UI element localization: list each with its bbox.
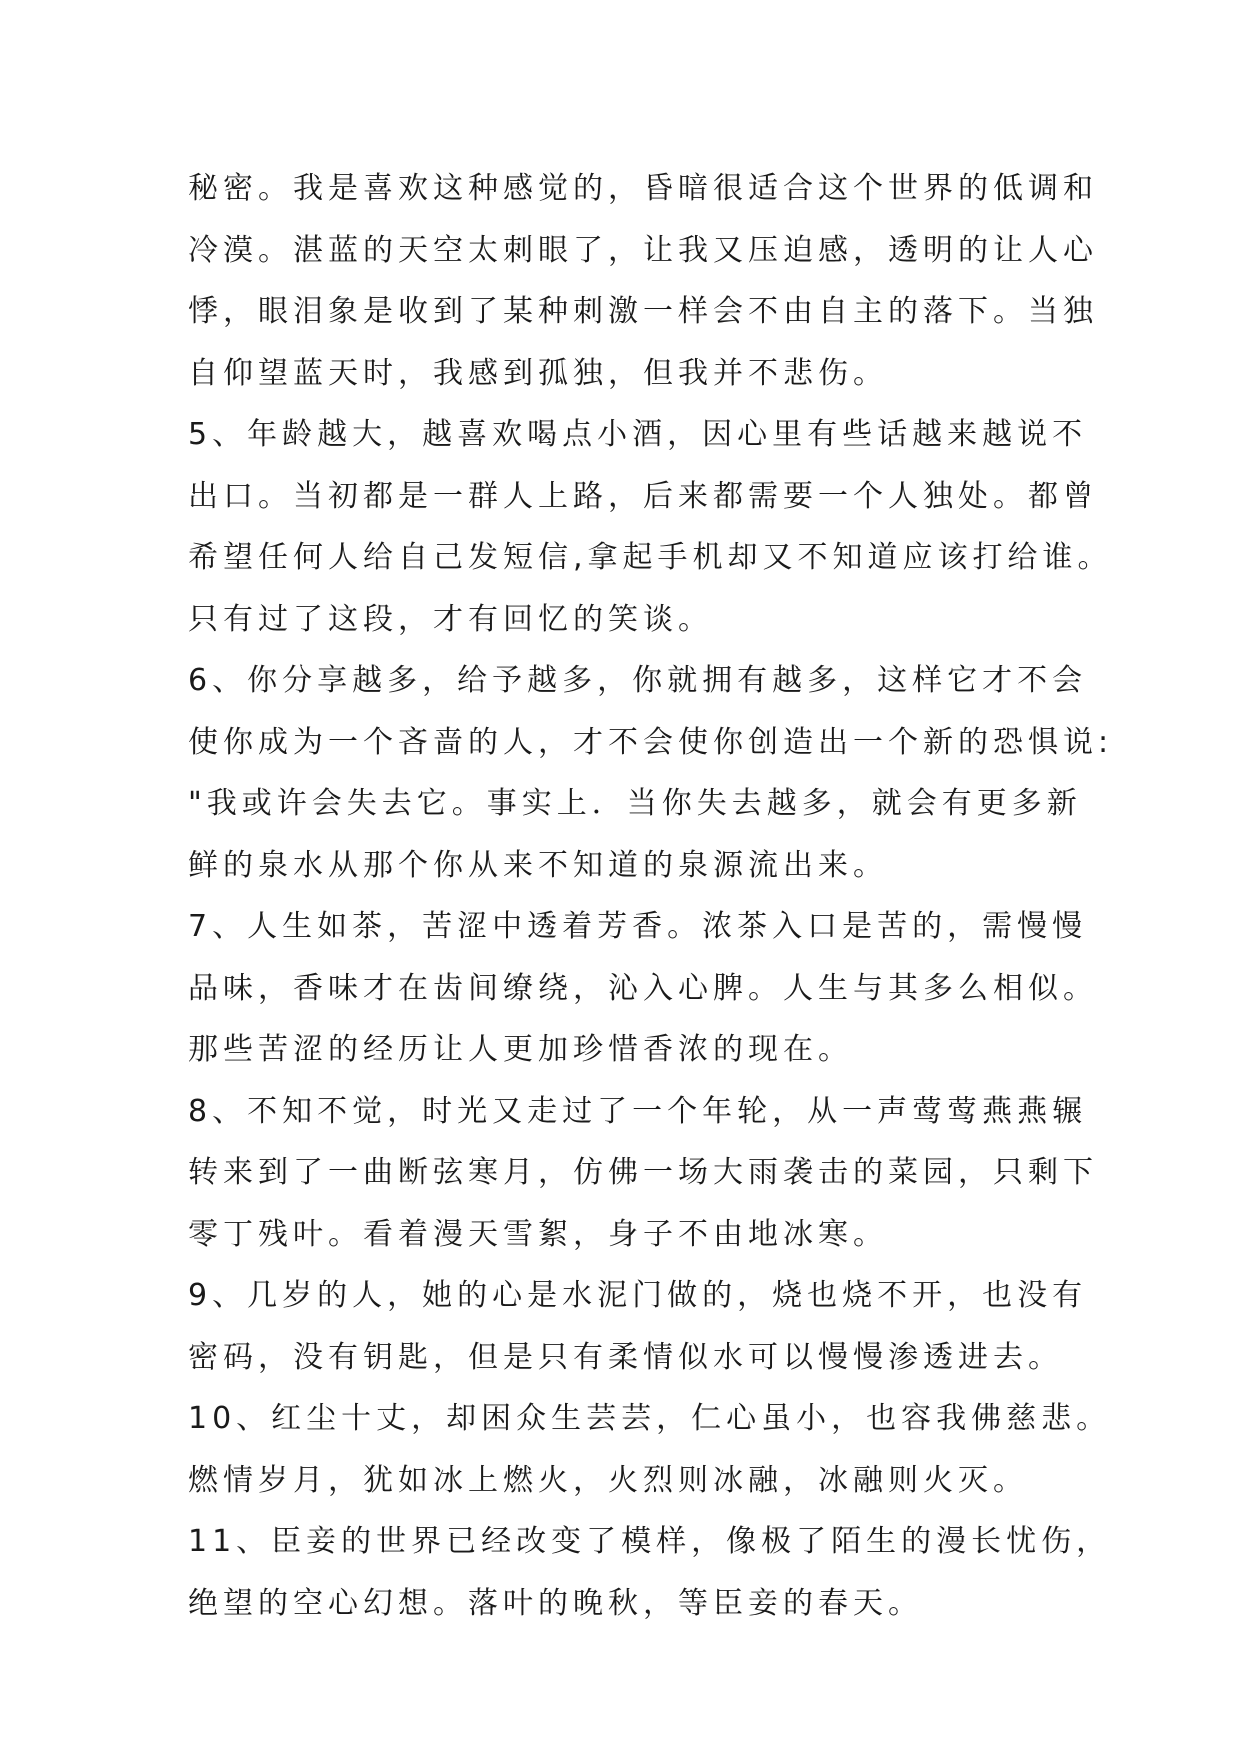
text-line: 悸，眼泪象是收到了某种刺激一样会不由自主的落下。当独 — [188, 294, 1098, 329]
text-line: 7、人生如茶，苦涩中透着芳香。浓茶入口是苦的，需慢慢 — [188, 909, 1088, 944]
text-line: 转来到了一曲断弦寒月，仿佛一场大雨袭击的菜园，只剩下 — [188, 1155, 1098, 1190]
text-line: 零丁残叶。看着漫天雪絮，身子不由地冰寒。 — [188, 1216, 888, 1252]
text-line: "我或许会失去它。事实上．当你失去越多，就会有更多新 — [188, 786, 1082, 821]
text-line: 希望任何人给自己发短信,拿起手机却又不知道应该打给谁。 — [188, 540, 1113, 575]
text-line: 8、不知不觉，时光又走过了一个年轮，从一声莺莺燕燕辗 — [188, 1093, 1088, 1129]
text-line: 绝望的空心幻想。落叶的晚秋，等臣妾的春天。 — [188, 1585, 923, 1621]
text-line: 使你成为一个吝啬的人，才不会使你创造出一个新的恐惧说: — [188, 724, 1114, 760]
text-line: 9、几岁的人，她的心是水泥门做的，烧也烧不开，也没有 — [188, 1278, 1088, 1313]
text-line: 11、臣妾的世界已经改变了模样，像极了陌生的漫长忧伤， — [188, 1524, 1112, 1559]
text-line: 密码，没有钥匙，但是只有柔情似水可以慢慢渗透进去。 — [188, 1339, 1063, 1375]
text-line: 那些苦涩的经历让人更加珍惜香浓的现在。 — [188, 1032, 853, 1067]
text-line: 自仰望蓝天时，我感到孤独，但我并不悲伤。 — [188, 355, 888, 391]
text-line: 出口。当初都是一群人上路，后来都需要一个人独处。都曾 — [188, 478, 1098, 514]
text-line: 5、年龄越大，越喜欢喝点小酒，因心里有些话越来越说不 — [188, 417, 1088, 452]
text-line: 6、你分享越多，给予越多，你就拥有越多，这样它才不会 — [188, 663, 1088, 698]
body-text — [188, 158, 1114, 1634]
text-line: 品味，香味才在齿间缭绕，沁入心脾。人生与其多么相似。 — [188, 970, 1098, 1006]
text-line: 10、红尘十丈，却困众生芸芸，仁心虽小，也容我佛慈悲。 — [188, 1401, 1112, 1436]
text-line: 燃情岁月，犹如冰上燃火，火烈则冰融，冰融则火灭。 — [188, 1462, 1028, 1498]
text-line: 鲜的泉水从那个你从来不知道的泉源流出来。 — [188, 847, 888, 883]
text-line: 只有过了这段，才有回忆的笑谈。 — [188, 601, 713, 637]
text-line: 秘密。我是喜欢这种感觉的，昏暗很适合这个世界的低调和 — [188, 171, 1098, 206]
text-line: 冷漠。湛蓝的天空太刺眼了，让我又压迫感，透明的让人心 — [188, 232, 1098, 268]
